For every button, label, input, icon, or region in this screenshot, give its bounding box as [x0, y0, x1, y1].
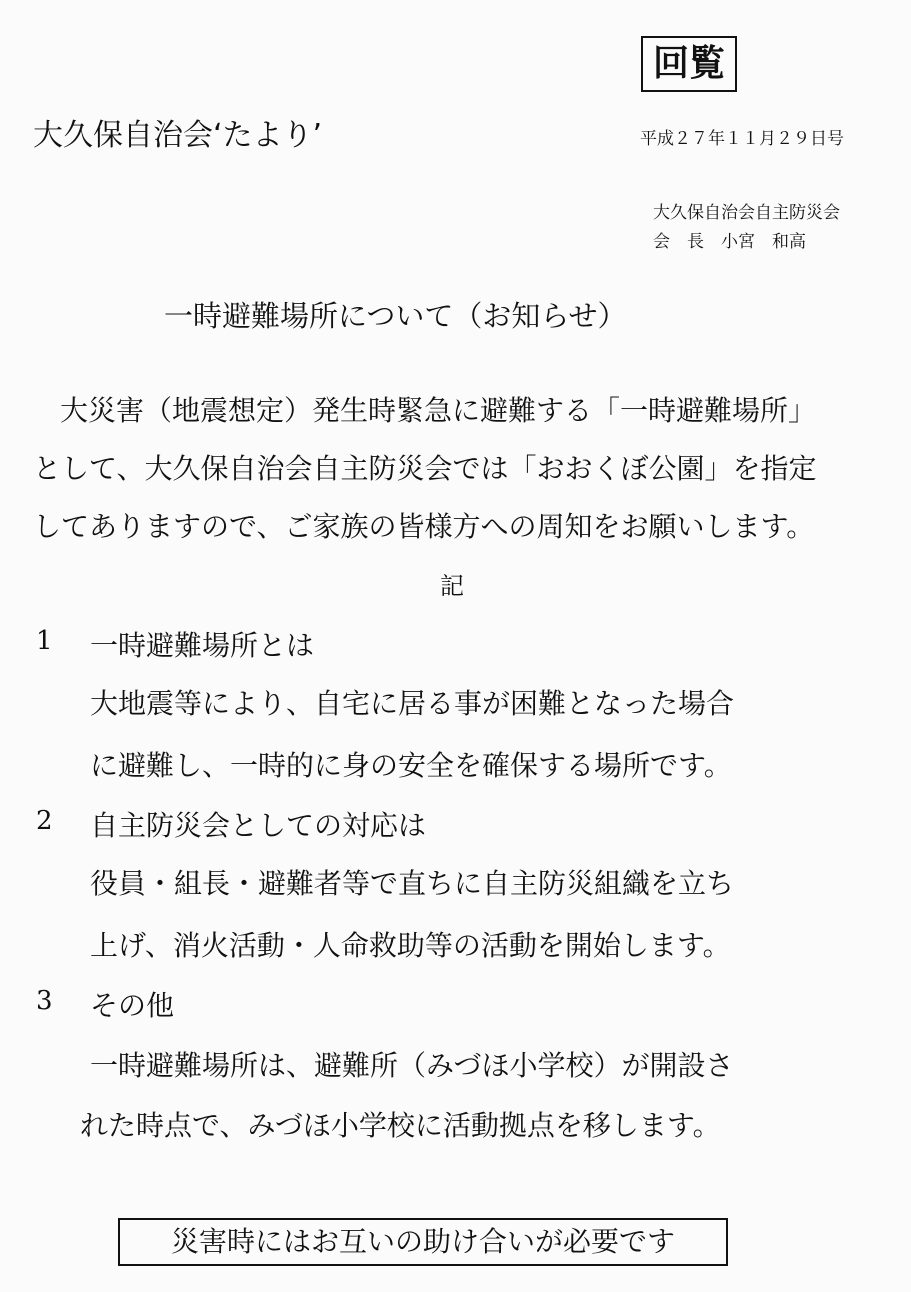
issue-date: 平成２７年１１月２９日号 [640, 129, 844, 149]
item-heading: 一時避難場所とは [90, 629, 315, 662]
item-number: 2 [36, 806, 53, 836]
notice-title: 一時避難場所について（お知らせ） [164, 299, 627, 333]
item-line: 一時避難場所は、避難所（みづほ小学校）が開設さ [90, 1049, 734, 1082]
item-heading: その他 [90, 989, 175, 1022]
item-line: 上げ、消火活動・人命救助等の活動を開始します。 [90, 929, 731, 962]
item-line: に避難し、一時的に身の安全を確保する場所です。 [90, 749, 732, 782]
circulation-stamp: 回覧 [641, 36, 737, 92]
item-number: 1 [36, 626, 53, 656]
slogan-box: 災害時にはお互いの助け合いが必要です [118, 1218, 728, 1266]
organization-name: 大久保自治会自主防災会 [653, 203, 840, 223]
item-line: 大地震等により、自宅に居る事が困難となった場合 [90, 687, 735, 720]
chairperson-name: 会 長 小宮 和高 [653, 232, 806, 252]
item-line: 役員・組長・避難者等で直ちに自主防災組織を立ち [90, 867, 735, 900]
item-heading: 自主防災会としての対応は [90, 809, 427, 842]
item-number: 3 [36, 986, 53, 1016]
ki-marker: 記 [440, 572, 464, 600]
newsletter-title: 大久保自治会‘たより’ [33, 118, 323, 153]
intro-line: 大災害（地震想定）発生時緊急に避難する「一時避難場所」 [60, 394, 817, 427]
intro-line: してありますので、ご家族の皆様方への周知をお願いします。 [33, 510, 815, 543]
item-line: れた時点で、みづほ小学校に活動拠点を移します。 [80, 1109, 721, 1142]
intro-line: として、大久保自治会自主防災会では「おおくぼ公園」を指定 [33, 452, 817, 485]
